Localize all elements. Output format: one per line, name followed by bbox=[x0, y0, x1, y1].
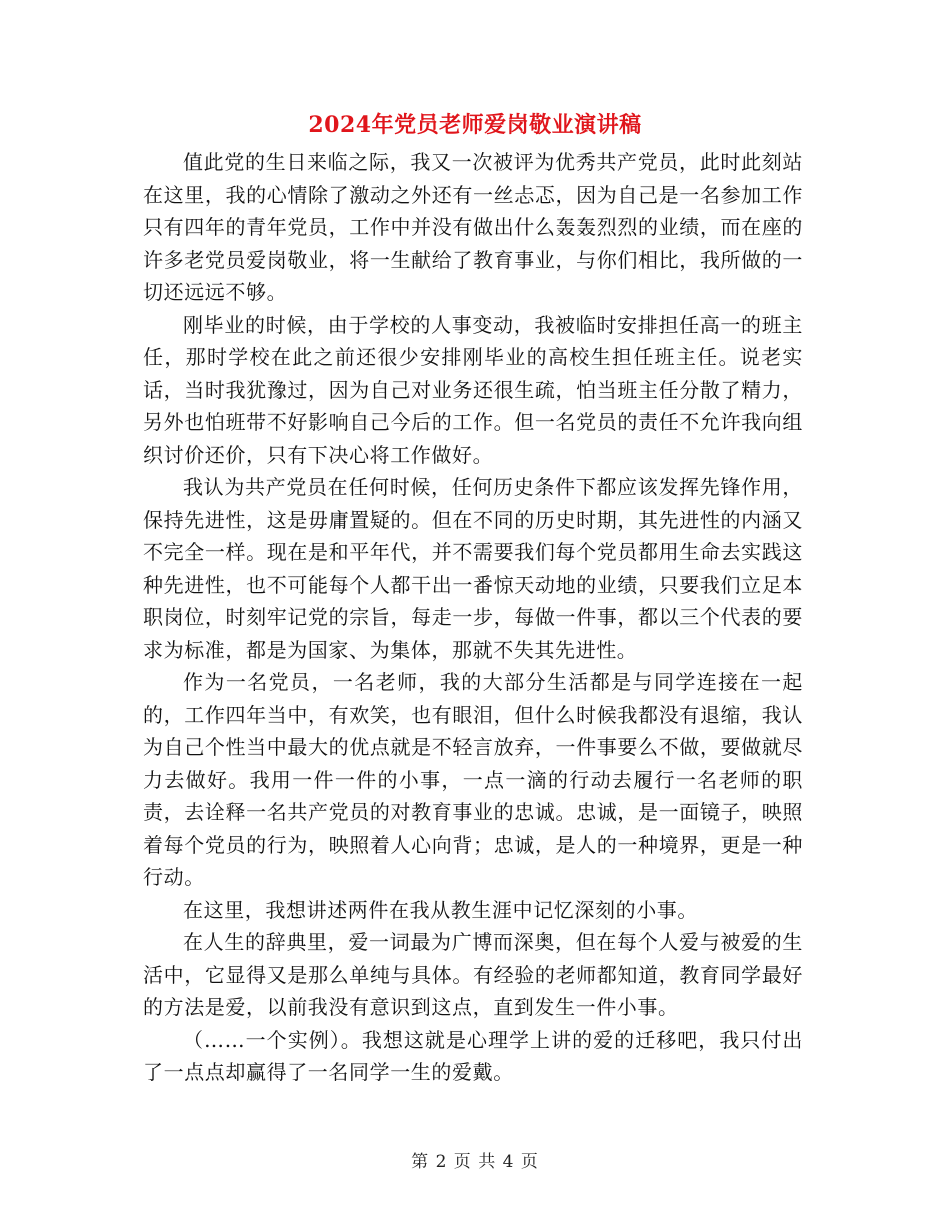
page-number-footer: 第 2 页 共 4 页 bbox=[411, 1152, 539, 1172]
document-title: 2024年党员老师爱岗敬业演讲稿 bbox=[308, 112, 642, 138]
paragraph: 在这里，我想讲述两件在我从教生涯中记忆深刻的小事。 bbox=[183, 897, 698, 922]
paragraph: 刚毕业的时候，由于学校的人事变动，我被临时安排担任高一的班主任，那时学校在此之前还很少安排刚毕业的高校生担任班主任。说老实话，当时我犹豫过，因为自己对业务还很生疏，怕当班主任分散了精力，另外也怕班带不好影响自己今后的工作。但一名党员的责任不允许我向组织讨价还价，只有下决心将工作做好。 bbox=[143, 312, 803, 467]
paragraph: 我认为共产党员在任何时候，任何历史条件下都应该发挥先锋作用，保持先进性，这是毋庸置疑的。但在不同的历史时期，其先进性的内涵又不完全一样。现在是和平年代，并不需要我们每个党员都用生命去实践这种先进性，也不可能每个人都干出一番惊天动地的业绩，只要我们立足本职岗位，时刻牢记党的宗旨，每走一步，每做一件事，都以三个代表的要求为标准，都是为国家、为集体，那就不失其先进性。 bbox=[143, 475, 803, 662]
paragraph: （……一个实例）。我想这就是心理学上讲的爱的迁移吧，我只付出了一点点却赢得了一名同学一生的爱戴。 bbox=[143, 1027, 803, 1084]
paragraph: 作为一名党员，一名老师，我的大部分生活都是与同学连接在一起的，工作四年当中，有欢笑，也有眼泪，但什么时候我都没有退缩，我认为自己个性当中最大的优点就是不轻言放弃，一件事要么不做，要做就尽力去做好。我用一件一件的小事，一点一滴的行动去履行一名老师的职责，去诠释一名共产党员的对教育事业的忠诚。忠诚，是一面镜子，映照着每个党员的行为，映照着人心向背；忠诚，是人的一种境界，更是一种行动。 bbox=[143, 670, 803, 889]
paragraph: 值此党的生日来临之际，我又一次被评为优秀共产党员，此时此刻站在这里，我的心情除了激动之外还有一丝忐忑，因为自己是一名参加工作只有四年的青年党员，工作中并没有做出什么轰轰烈烈的业绩，而在座的许多老党员爱岗敬业，将一生献给了教育事业，与你们相比，我所做的一切还远远不够。 bbox=[143, 150, 803, 304]
paragraph: 在人生的辞典里，爱一词最为广博而深奥，但在每个人爱与被爱的生活中，它显得又是那么单纯与具体。有经验的老师都知道，教育同学最好的方法是爱，以前我没有意识到这点，直到发生一件小事。 bbox=[143, 930, 803, 1019]
document-body bbox=[143, 146, 803, 1089]
